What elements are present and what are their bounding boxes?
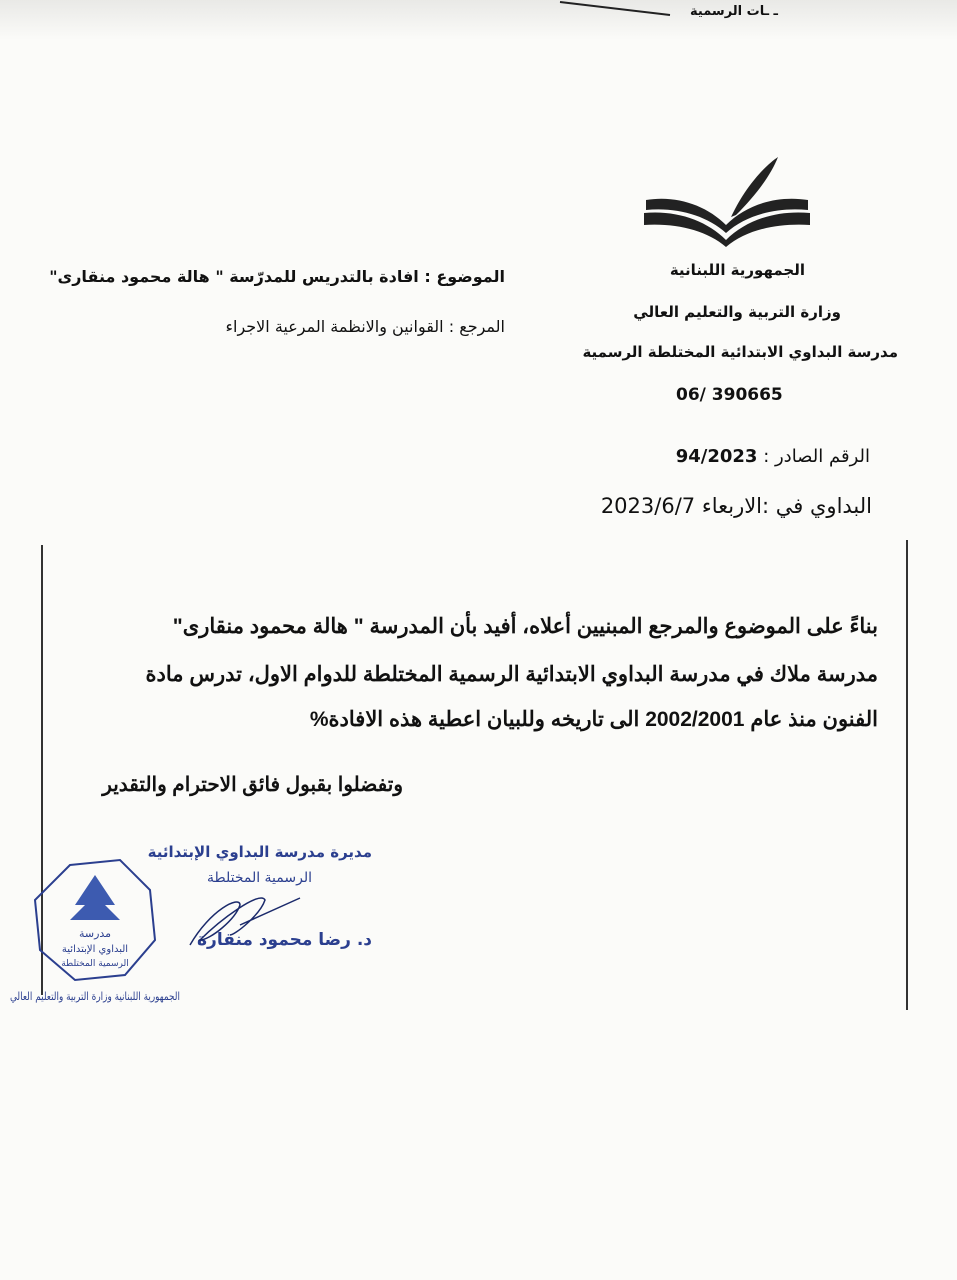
header-school: مدرسة البداوي الابتدائية المختلطة الرسمية — [582, 343, 898, 361]
issue-number: 94/2023 — [675, 446, 758, 467]
book-logo-icon — [636, 155, 816, 255]
date-line: البداوي في :الاربعاء 2023/6/7 — [600, 494, 872, 518]
header-country: الجمهورية اللبنانية — [669, 261, 805, 279]
signature-name: د. رضا محمود منقارة — [197, 930, 372, 950]
signature-title-2: الرسمية المختلطة — [206, 870, 312, 886]
reference: المرجع : القوانين والانظمة المرعية الاجراء — [225, 317, 505, 336]
signature-title-1: مديرة مدرسة البداوي الإبتدائية — [147, 843, 372, 861]
top-fragment: ـ ـات الرسمية — [690, 4, 778, 19]
issue-number-label: الرقم الصادر : — [763, 446, 870, 467]
body-line-2: مدرسة ملاك في مدرسة البداوي الابتدائية الرسمية المختلطة للدوام الاول، تدرس مادة — [145, 663, 878, 686]
stamp-line-3: الرسمية المختلطة — [61, 959, 129, 969]
stamp-line-2: البداوي الإبتدائية — [61, 944, 129, 955]
header-ministry: وزارة التربية والتعليم العالي — [633, 303, 841, 321]
stamp-ring-text: الجمهورية اللبنانية وزارة التربية والتعليم العالي — [10, 990, 180, 1003]
page-shadow — [0, 0, 957, 40]
issue-number-row — [676, 446, 870, 467]
stamp-line-1: مدرسة — [78, 927, 112, 940]
official-stamp — [0, 825, 190, 1015]
edge-line — [560, 0, 680, 20]
handwritten-signature — [180, 890, 310, 950]
body-line-1: بناءً على الموضوع والمرجع المبنيين أعلاه، أفيد بأن المدرسة " هالة محمود منقارى" — [172, 615, 878, 638]
closing: وتفضلوا بقبول فائق الاحترام والتقدير — [102, 774, 403, 796]
cedar-icon — [70, 875, 120, 920]
body-line-3: الفنون منذ عام 2002/2001 الى تاريخه وللبيان اعطية هذه الافادة% — [309, 708, 878, 731]
header-phone: 06/ 390665 — [676, 385, 783, 405]
margin-line-right — [906, 540, 908, 1010]
subject: الموضوع : افادة بالتدريس للمدرّسة " هالة محمود منقارى" — [49, 267, 505, 286]
